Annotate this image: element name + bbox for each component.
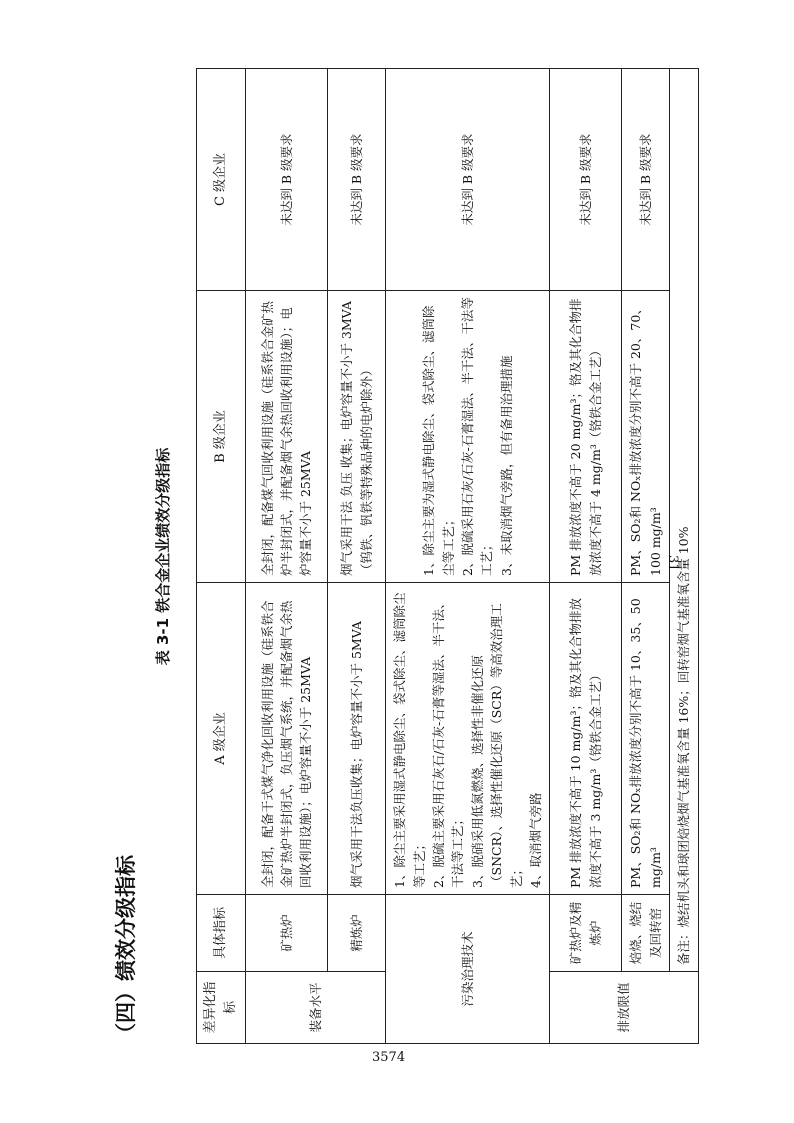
grade-a-cell	[386, 583, 550, 895]
table-row	[246, 69, 328, 1044]
indicator-name: 矿热炉	[246, 895, 328, 972]
list-item: 1、除尘主要采用湿式静电除尘、袋式除尘、滤筒除尘等工艺；	[392, 592, 427, 888]
table-header-row	[197, 69, 246, 1044]
header-specific-indicator: 具体指标	[197, 895, 246, 972]
list-item: 2、脱硫采用石灰/石灰-石膏湿法、半干法、干法等工艺；	[460, 297, 495, 576]
table-note: 备注：烧结机头和球团焙烧烟气基准氧含量 16%；回转窑烟气基准氧含量 10%	[670, 69, 698, 972]
grade-b-cell: PM 排放浓度不高于 20 mg/m³；铬及其化合物排放浓度不高于 4 mg/m³（铬铁合金工艺）	[550, 291, 622, 583]
table-row	[328, 69, 386, 1044]
header-grade-b: B 级企业	[197, 291, 246, 583]
list-item: 3、脱硝采用低氮燃烧、选择性非催化还原（SNCR）、选择性催化还原（SCR）等高效治理工艺；	[469, 603, 524, 888]
grade-a-cell: PM 排放浓度不高于 10 mg/m³；铬及其化合物排放浓度不高于 3 mg/m³（铬铁合金工艺）	[550, 583, 622, 895]
rotated-page-content	[108, 69, 692, 1044]
grade-a-cell: 烟气采用干法负压收集；电炉容量不小于 5MVA	[328, 583, 386, 895]
list-item: 4、取消烟气旁路	[527, 792, 543, 888]
page-number-side: 31	[665, 555, 680, 572]
grade-c-cell: 未达到 B 级要求	[550, 69, 622, 291]
grade-c-cell: 未达到 B 级要求	[386, 69, 550, 291]
header-grade-a: A 级企业	[197, 583, 246, 895]
group-equipment: 装备水平	[246, 972, 386, 1044]
indicator-name: 焙烧、烧结及回转窑	[622, 895, 670, 972]
table-row	[550, 69, 622, 1044]
grade-a-cell: 全封闭，配备干式煤气净化回收利用设施（硅系铁合金矿热炉半封闭式，负压烟气系统，并配备烟气余热回收利用设施）；电炉容量不小于 25MVA	[246, 583, 328, 895]
performance-grading-table	[196, 68, 699, 1044]
table-caption: 表 3-1 铁合金企业绩效分级指标	[154, 447, 172, 666]
indicator-name: 矿热炉及精炼炉	[550, 895, 622, 972]
grade-c-cell: 未达到 B 级要求	[328, 69, 386, 291]
page-number-bottom: 3574	[372, 1050, 406, 1065]
header-differentiation: 差异化指标	[197, 972, 246, 1044]
grade-c-cell: 未达到 B 级要求	[622, 69, 670, 291]
header-grade-c: C 级企业	[197, 69, 246, 291]
group-pollution: 污染治理技术	[386, 895, 550, 1044]
grade-a-cell: PM、SO₂和 NOₓ排放浓度分别不高于 10、35、50 mg/m³	[622, 583, 670, 895]
grade-c-cell: 未达到 B 级要求	[246, 69, 328, 291]
indicator-name: 精炼炉	[328, 895, 386, 972]
list-item: 1、除尘主要为湿式静电除尘、袋式除尘、滤筒除尘等工艺；	[421, 305, 456, 576]
list-item: 2、脱硫主要采用石灰石/石灰-石膏等湿法、半干法、干法等工艺；	[431, 596, 466, 888]
grade-b-cell: 全封闭，配备煤气回收利用设施（硅系铁合金矿热炉半封闭式，并配备烟气余热回收利用设施）；电炉容量不小于 25MVA	[246, 291, 328, 583]
section-heading: （四）绩效分级指标	[113, 855, 138, 1044]
table-row	[622, 69, 670, 1044]
group-limits: 排放限值	[550, 972, 698, 1044]
table-row	[386, 69, 550, 1044]
grade-b-cell	[386, 291, 550, 583]
grade-b-cell: 烟气采用干法 负压 收集；电炉容量不小于 3MVA（钨铁、钒铁等特殊品种的电炉除外）	[328, 291, 386, 583]
list-item: 3、未取消烟气旁路，但有备用治理措施	[498, 355, 514, 576]
grade-b-cell: PM、SO₂和 NOₓ排放浓度分别不高于 20、70、100 mg/m³	[622, 291, 670, 583]
